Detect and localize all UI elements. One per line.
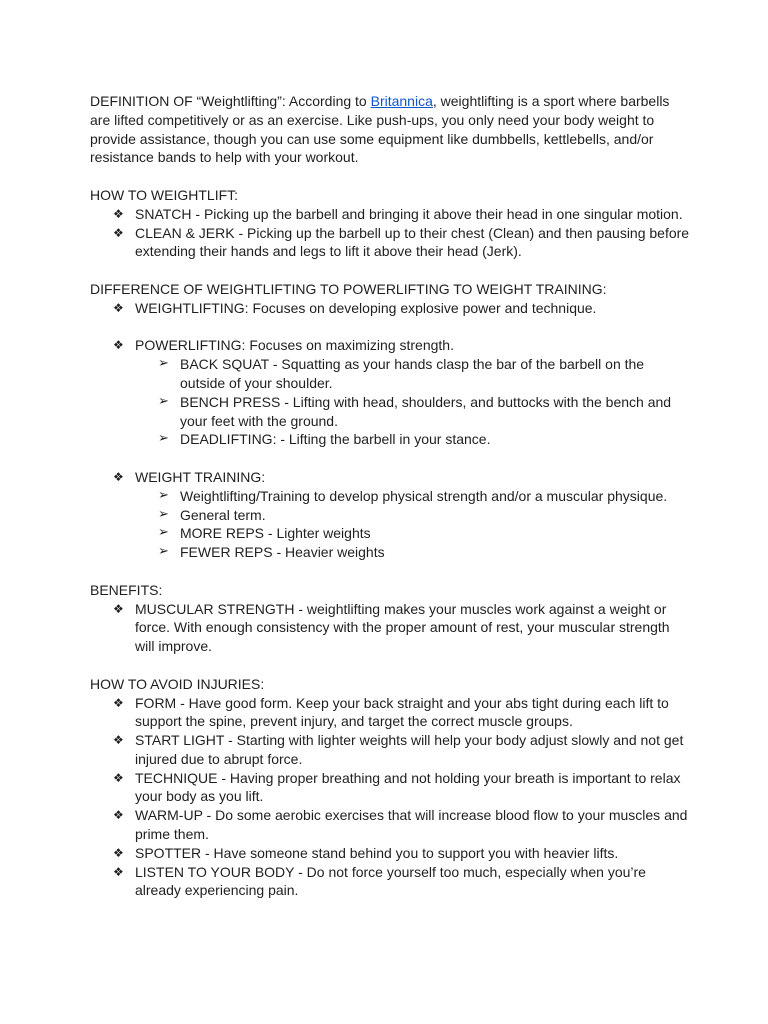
arrowhead-bullet-icon: ➢ <box>158 487 169 503</box>
diamond-bullet-icon: ❖ <box>113 864 124 879</box>
powerlifting-sublist <box>90 355 690 449</box>
diamond-bullet-icon: ❖ <box>113 469 124 484</box>
benefits-title: BENEFITS: <box>90 581 163 598</box>
benefits-list <box>90 600 690 656</box>
list-item: ❖ SPOTTER - Have someone stand behind you to support you with heavier lifts. <box>113 844 619 861</box>
sub-list-item: ➢ BENCH PRESS - Lifting with head, shoulders, and buttocks with the bench and your feet with the ground. <box>158 393 672 429</box>
sub-list-item: ➢ FEWER REPS - Heavier weights <box>158 544 385 561</box>
list-item: ❖ TECHNIQUE - Having proper breathing and not holding your breath is important to relax your body as you lift. <box>113 769 681 805</box>
sub-list-item: ➢ Weightlifting/Training to develop physical strength and/or a muscular physique. <box>158 487 668 504</box>
list-item: ❖ START LIGHT - Starting with lighter weights will help your body adjust slowly and not get injured due to abrupt force. <box>113 732 684 767</box>
definition-suffix: , weightlifting is a sport where barbells are lifted competitively or as an exercise. Like push-ups, you only need your body weight to provide assistance, though you can use some equipment like dumbbells, kettlebells, and/or resistance bands to help with your workout. <box>90 93 670 166</box>
list-item: ❖ FORM - Have good form. Keep your back straight and your abs tight during each lift to support the spine, prevent injury, and target the correct muscle groups. <box>113 694 669 730</box>
list-item: ❖ LISTEN TO YOUR BODY - Do not force yourself too much, especially when you’re already experiencing pain. <box>113 863 646 899</box>
how-to-list <box>90 205 690 261</box>
list-item: ❖ WEIGHT TRAINING: <box>113 468 266 485</box>
how-to-title: HOW TO WEIGHTLIFT: <box>90 186 239 203</box>
injuries-title: HOW TO AVOID INJURIES: <box>90 675 265 692</box>
diamond-bullet-icon: ❖ <box>113 695 124 710</box>
arrowhead-bullet-icon: ➢ <box>158 544 169 560</box>
list-item: ❖ POWERLIFTING: Focuses on maximizing strength. <box>113 337 454 354</box>
document-page <box>90 92 690 900</box>
sub-list-item: ➢ MORE REPS - Lighter weights <box>158 525 371 542</box>
diamond-bullet-icon: ❖ <box>113 601 124 616</box>
arrowhead-bullet-icon: ➢ <box>158 356 169 372</box>
arrowhead-bullet-icon: ➢ <box>158 525 169 541</box>
list-item: ❖ CLEAN & JERK - Picking up the barbell up to their chest (Clean) and then pausing before extending their hands and legs to lift it above their head (Jerk). <box>113 224 690 260</box>
arrowhead-bullet-icon: ➢ <box>158 393 169 409</box>
weight-training-list <box>90 468 690 487</box>
list-item: ❖ WARM-UP - Do some aerobic exercises that will increase blood flow to your muscles and prime them. <box>113 807 688 843</box>
list-item: ❖ SNATCH - Picking up the barbell and bringing it above their head in one singular motion. <box>113 205 683 222</box>
diamond-bullet-icon: ❖ <box>113 206 124 221</box>
sub-list-item: ➢ General term. <box>158 506 266 523</box>
diamond-bullet-icon: ❖ <box>113 808 124 823</box>
difference-list <box>90 299 690 355</box>
definition-prefix: DEFINITION OF “Weightlifting”: According to <box>90 93 371 109</box>
arrowhead-bullet-icon: ➢ <box>158 431 169 447</box>
arrowhead-bullet-icon: ➢ <box>158 506 169 522</box>
britannica-link[interactable]: Britannica <box>370 93 433 109</box>
difference-title: DIFFERENCE OF WEIGHTLIFTING TO POWERLIFTING TO WEIGHT TRAINING: <box>90 280 607 297</box>
list-item: ❖ MUSCULAR STRENGTH - weightlifting makes your muscles work against a weight or force. With enough consistency with the proper amount of rest, your muscular strength will improve. <box>113 600 670 655</box>
diamond-bullet-icon: ❖ <box>113 733 124 748</box>
sub-list-item: ➢ DEADLIFTING: - Lifting the barbell in your stance. <box>158 431 491 448</box>
diamond-bullet-icon: ❖ <box>113 845 124 860</box>
diamond-bullet-icon: ❖ <box>113 300 124 315</box>
diamond-bullet-icon: ❖ <box>113 225 124 240</box>
injuries-list <box>90 694 690 901</box>
diamond-bullet-icon: ❖ <box>113 338 124 353</box>
list-item: ❖ WEIGHTLIFTING: Focuses on developing explosive power and technique. <box>113 299 597 316</box>
diamond-bullet-icon: ❖ <box>113 770 124 785</box>
weight-training-sublist <box>90 487 690 562</box>
sub-list-item: ➢ BACK SQUAT - Squatting as your hands clasp the bar of the barbell on the outside of your shoulder. <box>158 356 645 391</box>
definition-paragraph <box>90 92 690 167</box>
